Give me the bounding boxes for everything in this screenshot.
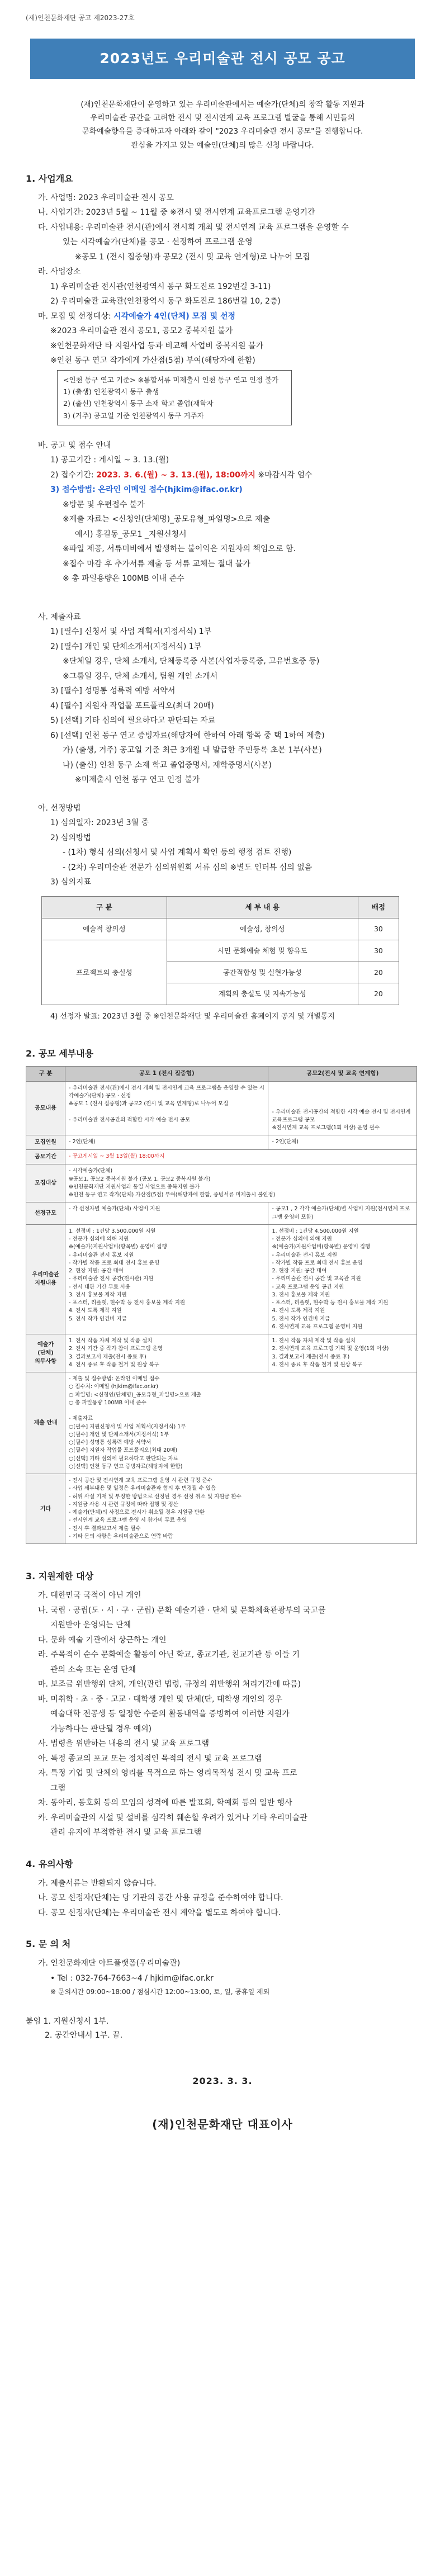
table-row — [42, 940, 399, 962]
details-rowhead: 우리미술관 지원내용 — [26, 1224, 65, 1334]
table-row — [26, 1474, 417, 1544]
sec4-na: 나. 공모 선정자(단체)는 당 기관의 공간 사용 규정을 준수하여야 합니다. — [38, 1893, 283, 1903]
details-cell: - 제출 및 접수방법: 온라인 이메일 접수 ○ 접수처: 이메일 (hjkim@ifac.or.kr) ○ 파일명: <신청인(단체명)_공모유형_파일명>으로 제출 ○ 총 파일용량 100MB 이내 준수 - 제출자료 ○[필수] 지원신청서 및 사업 계획서(지정서식) 1부 ○[필수] 개인 및 단체소개서(지정서식) 1부 ○[필수] 성명통 성록력 예방 서약서 ○[필수] 지원자 작업물 포트폴리오(최대 20매) ○[선택] 기타 심의에 필요하다고 판단되는 자료 ○[선택] 인천 동구 연고 증빙자료(해당자에 한함) — [65, 1372, 417, 1474]
sec1-da: 다. 사업내용: 우리미술관 전시(관)에서 전시회 개최 및 전시연계 교육 프로그램을 운영할 수 — [38, 222, 349, 232]
eval-cell: 계획의 충실도 및 지속가능성 — [167, 983, 358, 1005]
sec-s6a: 가) (출생, 거주) 공고일 기준 최근 3개월 내 발급한 주민등록 초본 1부(사본) — [63, 746, 322, 755]
details-cell: - 공고게시일 ~ 3월 13일(월) 18:00까지 — [65, 1150, 417, 1164]
sec1-ma-prefix: 마. 모집 및 선정대상: — [38, 311, 114, 321]
eval-cell: 예술성, 창의성 — [167, 918, 358, 940]
sec-sa: 사. 제출자료 — [38, 612, 81, 622]
issue-date: 2023. 3. 3. — [192, 2076, 253, 2087]
dong-gu-criteria-box — [57, 370, 292, 425]
issuing-organization: (재)인천문화재단 대표이사 — [152, 2118, 293, 2132]
sec-a3: 3) 심의지표 — [50, 878, 91, 887]
details-header: 공모 1 (전시 집중형) — [65, 1067, 268, 1082]
details-cell: 1. 전시 작품 자체 제작 및 작품 설치 2. 전시 기간 중 작가 참여 프로그램 운영 3. 결과보고서 제출(전시 종료 후) 4. 전시 종료 후 작품 철거 및 원상 복구 — [65, 1334, 268, 1372]
sec-ba3-1: ※방문 및 우편접수 불가 — [63, 500, 145, 509]
sec3-sa: 사. 법령을 위반하는 내용의 전시 및 교육 프로그램 — [38, 1739, 210, 1749]
sec1-da3: ※공모 1 (전시 집중형)과 공모2 (전시 및 교육 연계형)로 나누어 모집 — [75, 252, 310, 262]
box-line: 3) (거주) 공고일 기준 인천광역시 동구 거주자 — [63, 411, 204, 420]
eval-cell: 30 — [358, 918, 399, 940]
details-cell: - 2인(단체) — [65, 1135, 268, 1150]
eval-header-score: 배점 — [358, 896, 399, 918]
sec-s6c: ※미제출시 인천 동구 연고 인정 불가 — [75, 775, 200, 785]
sec3-ba2: 예술대학 전공생 등 일정한 수준의 활동내역을 증빙하여 이러한 지원가 — [50, 1710, 290, 1719]
sec3-cha: 차. 동아리, 동호회 등의 모임의 성격에 따른 발표회, 학예회 등의 일반 행사 — [38, 1798, 292, 1808]
details-cell: - 2인(단체) — [268, 1135, 417, 1150]
sec3-ga: 가. 대한민국 국적이 아닌 개인 — [38, 1591, 141, 1600]
details-rowhead: 공모내용 — [26, 1081, 65, 1135]
sec3-ma: 마. 보조금 위반행위 단체, 개인(관련 법령, 규정의 위반행위 처리기간에 따름) — [38, 1680, 301, 1689]
sec5-ga: 가. 인천문화재단 아트플랫폼(우리미술관) — [38, 1959, 181, 1968]
sec-ba3-6: ※ 총 파일용량은 100MB 이내 준수 — [63, 574, 184, 584]
details-rowhead: 기타 — [26, 1474, 65, 1544]
sec3-ja2: 그램 — [50, 1783, 66, 1793]
intro-line: (재)인천문화재단이 운영하고 있는 우리미술관에서는 예술가(단체)의 창작 활동 지원과 — [81, 100, 364, 109]
doc-number: (재)인천문화재단 공고 제2023-27호 — [26, 14, 135, 22]
sec3-ra: 라. 주목적이 순수 문화예술 활동이 아닌 학교, 종교기관, 친교기관 등 이들 기 — [38, 1650, 300, 1660]
evaluation-table — [41, 896, 399, 1005]
sec-ba1: 1) 공고기간 : 게시일 ~ 3. 13.(월) — [50, 456, 169, 465]
details-header: 구 분 — [26, 1067, 65, 1082]
details-cell: 1. 전시 작품 자체 제작 및 작품 설치 2. 전시연계 교육 프로그램 기획 및 운영(1회 이상) 3. 결과보고서 제출(전시 종료 후) 4. 전시 종료 후 작품 철거 및 원상 복구 — [268, 1334, 417, 1372]
sec5-hours: ※ 문의시간 09:00~18:00 / 점심시간 12:00~13:00, 토, 일, 공휴일 제외 — [50, 1988, 270, 1996]
table-row — [26, 1202, 417, 1225]
details-header: 공모2(전시 및 교육 연계형) — [268, 1067, 417, 1082]
sec-ba2 — [26, 468, 419, 482]
sec-ba3-2: ※제출 자료는 <신청인(단체명)_공모유형_파일명>으로 제출 — [63, 515, 270, 524]
sec-s3: 3) [필수] 성명통 성록력 예방 서약서 — [50, 686, 176, 696]
section-5-heading: 5. 문 의 처 — [26, 1939, 71, 1950]
box-line: 1) (출생) 인천광역시 동구 출생 — [63, 387, 159, 396]
sec3-ka2: 관리 유지에 부적합한 전시 및 교육 프로그램 — [50, 1828, 202, 1838]
sec-s1: 1) [필수] 신청서 및 사업 계획서(지정서식) 1부 — [50, 627, 212, 637]
table-row — [26, 1150, 417, 1164]
details-cell: - 전시 공간 및 전시연계 교육 프로그램 운영 시 관련 규정 준수 - 사업 세부내용 및 일정은 우리미술관과 협의 후 변경될 수 있음 - 허위 사실 기재 및 부정한 방법으로 선정된 경우 선정 취소 및 지원금 환수 - 지원금 사용 시 관련 규정에 따라 집행 및 정산 - 예술가(단체)의 사정으로 전시가 취소될 경우 지원금 반환 - 전시연계 교육 프로그램 운영 시 참가비 무료 운영 - 전시 후 결과보고서 제출 필수 - 기타 문의 사항은 우리미술관으로 연락 바람 — [65, 1474, 417, 1544]
sec1-ma3: ※인천 동구 연고 작가에게 가산점(5점) 부여(해당자에 한함) — [50, 356, 255, 366]
sec1-da2: 있는 시각예술가(단체)를 공모 · 선정하여 프로그램 운영 — [63, 238, 253, 247]
table-row — [26, 1224, 417, 1334]
sec3-na2: 지원받아 운영되는 단체 — [50, 1621, 131, 1630]
sec3-ra2: 관의 소속 또는 운영 단체 — [50, 1665, 136, 1674]
sec-ba: 바. 공고 및 접수 안내 — [38, 441, 111, 450]
sec-a2: 2) 심의방법 — [50, 833, 91, 842]
table-row — [42, 896, 399, 918]
sec-a2b: - (2차) 우리미술관 전문가 심의위원회 서류 심의 ※별도 인터뷰 심의 없음 — [63, 863, 313, 872]
sec1-ma2: ※인천문화재단 타 지원사업 등과 비교해 사업비 중복지원 불가 — [50, 341, 263, 351]
sec-s5: 5) [선택] 기타 심의에 필요하다고 판단되는 자료 — [50, 716, 216, 726]
sec1-ma — [26, 310, 419, 324]
sec3-a: 아. 특정 종교의 포교 또는 정치적인 목적의 전시 및 교육 프로그램 — [38, 1754, 262, 1763]
attachments — [26, 2015, 419, 2042]
sec-ba3-4: ※파일 제공, 서류미비에서 발생하는 불이익은 지원자의 책임으로 함. — [63, 544, 296, 554]
sec-ba2-deadline: 2023. 3. 6.(월) ~ 3. 13.(월), 18:00까지 — [96, 470, 255, 480]
page-title: 2023년도 우리미술관 전시 공모 공고 — [30, 39, 415, 79]
sec-s2b: ※그룹일 경우, 단체 소개서, 팀원 개인 소개서 — [63, 671, 218, 681]
details-rowhead: 모집대상 — [26, 1164, 65, 1202]
section-2-heading: 2. 공모 세부내용 — [26, 1048, 94, 1059]
intro-line: 문화예술향유를 증대하고자 아래와 같이 "2023 우리미술관 전시 공모"를 진행합니다. — [82, 127, 363, 136]
sec5-tel: • Tel : 032-764-7663~4 / hjkim@ifac.or.kr — [50, 1973, 214, 1983]
details-cell: - 우리미술관 전시공간의 적합한 시각 예술 전시 및 전시연계 교육프로그램 공모 ※전시연계 교육 프로그램(1회 이상) 운영 필수 — [268, 1081, 417, 1135]
section-4-heading: 4. 유의사항 — [26, 1858, 73, 1869]
details-rowhead: 선정규모 — [26, 1202, 65, 1225]
sec1-ra: 라. 사업장소 — [38, 267, 81, 277]
table-row — [26, 1334, 417, 1372]
eval-cell: 20 — [358, 983, 399, 1005]
sec-ba3-3: 예시) 홍길동_공모1 _지원신청서 — [75, 529, 187, 539]
sec1-ma-highlight: 시각예술가 4인(단체) 모집 및 선정 — [113, 311, 236, 321]
attach-item-1: 1. 지원신청서 1부. — [43, 2017, 109, 2026]
sec-ba3: 3) 접수방법: 온라인 이메일 접수(hjkim@ifac.or.kr) — [50, 485, 243, 495]
eval-header-detail: 세 부 내 용 — [167, 896, 358, 918]
eval-cell: 20 — [358, 962, 399, 983]
eval-cell: 프로젝트의 충실성 — [42, 940, 167, 1005]
sec1-na: 나. 사업기간: 2023년 5월 ~ 11월 중 ※전시 및 전시연계 교육프로그램 운영기간 — [38, 208, 315, 217]
sec3-na: 나. 국립 · 공립(도 · 시 · 구 · 군립) 문화 예술기관 · 단체 및 문화체육관광부의 국고를 — [38, 1606, 326, 1615]
details-rowhead: 예술가 (단체) 의무사항 — [26, 1334, 65, 1372]
table-row — [26, 1067, 417, 1082]
details-cell: 1. 선정비 : 1건당 3,500,000원 지원 - 전문가 심의에 의해 지원 ※(예술가)지원사업비(항목별) 운영비 집행 - 우리미술관 전시 홍보 지원 - 작가별 작품 프로 최대 전시 홍보 운영 2. 현장 지원: 공간 대여 - 우리미술관 전시 공간(전시관) 지원 - 전시 대관 기간 무료 사용 3. 전시 홍보물 제작 지원 - 포스터, 리플렛, 현수막 등 전시 홍보물 제작 지원 4. 전시 도록 제작 지원 5. 전시 작가 인건비 지급 — [65, 1224, 268, 1334]
sec3-ja: 자. 특정 기업 및 단체의 영리를 목적으로 하는 영리목적성 전시 및 교육 프로 — [38, 1769, 297, 1778]
intro-line: 관심을 가지고 있는 예술인(단체)의 많은 신청 바랍니다. — [131, 140, 314, 150]
sec4-da: 다. 공모 선정자(단체)는 우리미술관 전시 계약을 별도로 하여야 합니다. — [38, 1908, 281, 1917]
sec3-da: 다. 문화 예술 기관에서 상근하는 개인 — [38, 1635, 167, 1645]
table-row — [26, 1135, 417, 1150]
sec-ba2-suffix: ※마감시각 엄수 — [255, 470, 313, 480]
sec3-ka: 카. 우리미술관의 시설 및 설비를 심각히 훼손할 우려가 있거나 기타 우리미술관 — [38, 1813, 307, 1822]
details-cell: 1. 선정비 : 1건당 4,500,000원 지원 - 전문가 심의에 의해 지원 ※(예술가)지원사업비(항목별) 운영비 집행 - 우리미술관 전시 홍보 지원 - 작가별 작품 프로 최대 전시 홍보 운영 2. 현장 지원: 공간 대여 - 우리미술관 전시 공간 및 교육관 지원 - 교육 프로그램 운영 공간 지원 3. 전시 홍보물 제작 지원 - 포스터, 리플렛, 현수막 등 전시 홍보물 제작 지원 4. 전시 도록 제작 지원 5. 전시 작가 인건비 지급 6. 전시연계 교육 프로그램 운영비 지원 — [268, 1224, 417, 1334]
attach-item-2: 2. 공간안내서 1부. 끝. — [45, 2030, 123, 2040]
sec-ba2-prefix: 2) 접수기간: — [50, 470, 97, 480]
details-rowhead: 모집인원 — [26, 1135, 65, 1150]
sec-s6b: 나) (출신) 인천 동구 소재 학교 졸업증명서, 재학증명서(사본) — [63, 760, 272, 770]
table-row — [26, 1081, 417, 1135]
intro-line: 우리미술관 공간을 고려한 전시 및 전시연계 교육 프로그램 발굴을 통해 시민들의 — [90, 113, 355, 123]
intro-text — [26, 98, 419, 152]
box-line: <인천 동구 연고 기준> ※통합서류 미제출시 인천 동구 연고 인정 불가 — [63, 375, 279, 384]
sec-s6: 6) [선택] 인천 동구 연고 증빙자료(해당자에 한하여 아래 항목 중 택 1하여 제출) — [50, 731, 325, 740]
details-rowhead: 공모기간 — [26, 1150, 65, 1164]
sec1-ra1: 1) 우리미술관 전시관(인천광역시 동구 화도진로 192번길 3-11) — [50, 282, 271, 291]
section-3-heading: 3. 지원제한 대상 — [26, 1571, 94, 1582]
sec-ba3-5: ※접수 마감 후 추가서류 제출 등 서류 교체는 절대 불가 — [63, 559, 250, 569]
eval-header-category: 구 분 — [42, 896, 167, 918]
details-cell: - 공모1 , 2 각각 예술가(단체)별 사업비 지원(전시연계 프로그램 운영비 포함) — [268, 1202, 417, 1225]
table-row — [26, 1372, 417, 1474]
details-rowhead: 제출 안내 — [26, 1372, 65, 1474]
sec-a4: 4) 선정자 발표: 2023년 3월 중 ※인천문화재단 및 우리미술관 홈페이지 공지 및 개별통지 — [50, 1012, 335, 1021]
sec-a2a: - (1차) 형식 심의(신청서 및 사업 계획서 확인 등의 행정 검토 진행) — [63, 848, 292, 858]
sec-s2: 2) [필수] 개인 및 단체소개서(지정서식) 1부 — [50, 642, 202, 651]
sec1-ma1: ※2023 우리미술관 전시 공모1, 공모2 중복지원 불가 — [50, 326, 233, 336]
sec-s4: 4) [필수] 지원자 작업물 포트폴리오(최대 20매) — [50, 701, 214, 711]
table-row — [26, 1164, 417, 1202]
box-line: 2) (출신) 인천광역시 동구 소재 학교 졸업(재학자 — [63, 399, 214, 408]
details-table — [26, 1066, 417, 1544]
sec1-ra2: 2) 우리미술관 교육관(인천광역시 동구 화도진로 186번길 10, 2층) — [50, 297, 281, 306]
sec3-ba3: 가능하다는 판단될 경우 예외) — [50, 1724, 152, 1734]
sec4-ga: 가. 제출서류는 반환되지 않습니다. — [38, 1878, 157, 1888]
sec-s2a: ※단체일 경우, 단체 소개서, 단체등록증 사본(사업자등록증, 고유번호증 등) — [63, 657, 320, 666]
sec1-ga: 가. 사업명: 2023 우리미술관 전시 공모 — [38, 193, 174, 202]
sec-a: 아. 선정방법 — [38, 803, 81, 813]
sec3-ba: 바. 미취학 · 초 · 중 · 고교 · 대학생 개인 및 단체(단, 대학생 개인의 경우 — [38, 1694, 283, 1704]
eval-cell: 예술적 창의성 — [42, 918, 167, 940]
details-cell: - 시각예술가(단체) ※공모1, 공모2 중복지원 불가 (공모 1, 공모2 중복지원 불가) ※인천문화재단 지원사업과 동일 사업으로 중복지원 불가 ※인천 동구 연고 작가(단체) 가산점(5점) 부여(해당자에 한함, 증빙서류 미제출시 불인정) — [65, 1164, 417, 1202]
eval-cell: 30 — [358, 940, 399, 962]
details-cell: - 우리미술관 전시(관)에서 전시 개최 및 전시연계 교육 프로그램을 운영할 수 있는 시각예술가(단체) 공모 · 선정 ※공모 1 (전시 집중형)과 공모2 (전시 및 교육 연계형)로 나누어 모집 - 우리미술관 전시공간의 적합한 시각 예술 전시 공모 — [65, 1081, 268, 1135]
eval-cell: 공간적합성 및 실현가능성 — [167, 962, 358, 983]
section-1-heading: 1. 사업개요 — [26, 173, 73, 184]
eval-cell: 시민 문화예술 체험 및 향유도 — [167, 940, 358, 962]
sec-a1: 1) 심의일자: 2023년 3월 중 — [50, 818, 149, 828]
table-row — [42, 918, 399, 940]
details-cell: - 각 선정자별 예술가(단체) 사업비 지원 — [65, 1202, 268, 1225]
attach-label: 붙임 — [26, 2017, 41, 2026]
